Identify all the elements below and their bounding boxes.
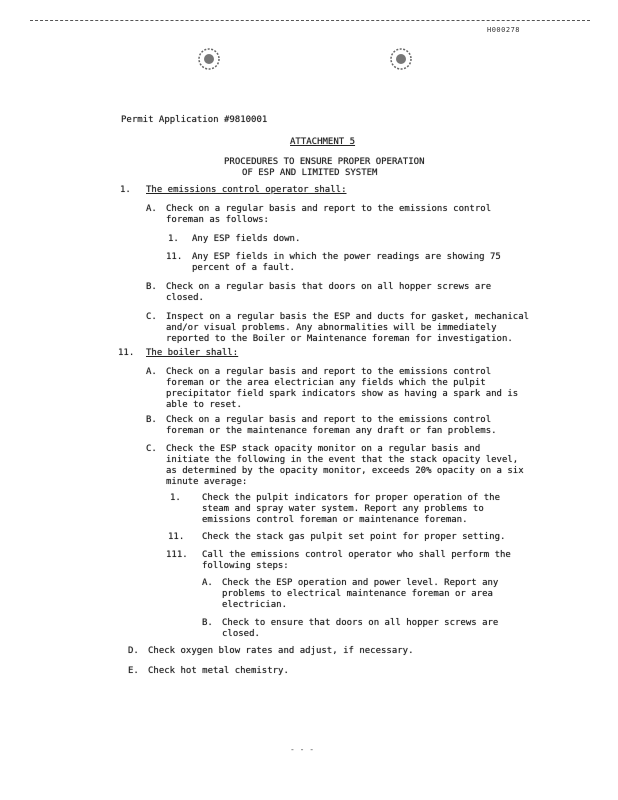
binder-hole-right-icon	[388, 46, 414, 72]
section-2-heading: The boiler shall:	[146, 348, 239, 358]
doc-title-line2: OF ESP AND LIMITED SYSTEM	[242, 168, 378, 178]
item-2c-ii-line1: Check the stack gas pulpit set point for proper setting.	[202, 532, 506, 542]
item-1b-line2: closed.	[166, 293, 204, 303]
item-2c-iii-a-line2: problems to electrical maintenance foreman or area	[222, 589, 493, 599]
item-2c-iii-number: 111.	[166, 550, 188, 560]
item-2c-line1: Check the ESP stack opacity monitor on a regular basis and	[166, 444, 481, 454]
item-2c-line2: initiate the following in the event that the stack opacity level,	[166, 455, 519, 465]
doc-title-line1: PROCEDURES TO ENSURE PROPER OPERATION	[224, 157, 425, 167]
item-2e-letter: E.	[128, 666, 139, 676]
item-1c-line2: and/or visual problems. Any abnormalities will be immediately	[166, 323, 497, 333]
item-2d-line1: Check oxygen blow rates and adjust, if necessary.	[148, 646, 414, 656]
item-2c-line4: minute average:	[166, 477, 248, 487]
document-id: H000278	[487, 26, 521, 34]
binder-hole-left-icon	[196, 46, 222, 72]
item-1a-ii-number: 11.	[166, 252, 183, 262]
section-1-heading: The emissions control operator shall:	[146, 185, 347, 195]
item-1a-i-number: 1.	[168, 234, 179, 244]
item-2c-iii-line1: Call the emissions control operator who shall perform the	[202, 550, 511, 560]
item-2c-i-line3: emissions control foreman or maintenance foreman.	[202, 515, 468, 525]
item-2a-letter: A.	[146, 367, 157, 377]
item-2c-iii-b-line2: closed.	[222, 629, 260, 639]
item-2c-ii-number: 11.	[168, 532, 185, 542]
item-2b-letter: B.	[146, 415, 157, 425]
top-rule	[30, 20, 590, 21]
item-2a-line2: foreman or the area electrician any fields which the pulpit	[166, 378, 486, 388]
item-1a-line2: foreman as follows:	[166, 215, 269, 225]
item-2c-line3: as determined by the opacity monitor, exceeds 20% opacity on a six	[166, 466, 524, 476]
permit-number: Permit Application #9810001	[121, 115, 268, 125]
item-1c-line1: Inspect on a regular basis the ESP and ducts for gasket, mechanical	[166, 312, 530, 322]
item-2c-iii-b-letter: B.	[202, 618, 213, 628]
item-2c-iii-a-line3: electrician.	[222, 600, 288, 610]
item-2c-i-line2: steam and spray water system. Report any problems to	[202, 504, 484, 514]
item-2c-i-number: 1.	[170, 493, 181, 503]
item-2b-line2: foreman or the maintenance foreman any draft or fan problems.	[166, 426, 497, 436]
item-2b-line1: Check on a regular basis and report to the emissions control	[166, 415, 492, 425]
item-2e-line1: Check hot metal chemistry.	[148, 666, 289, 676]
item-1c-line3: reported to the Boiler or Maintenance foreman for investigation.	[166, 334, 513, 344]
item-1b-line1: Check on a regular basis that doors on all hopper screws are	[166, 282, 492, 292]
item-2c-i-line1: Check the pulpit indicators for proper operation of the	[202, 493, 501, 503]
page-footer: - - -	[290, 745, 315, 754]
item-2c-iii-a-line1: Check the ESP operation and power level. Report any	[222, 578, 499, 588]
item-2a-line3: precipitator field spark indicators show as having a spark and is	[166, 389, 519, 399]
item-2a-line4: able to reset.	[166, 400, 242, 410]
section-1-number: 1.	[120, 185, 131, 195]
item-1a-i-text: Any ESP fields down.	[192, 234, 301, 244]
item-1b-letter: B.	[146, 282, 157, 292]
item-1a-ii-line2: percent of a fault.	[192, 263, 295, 273]
item-2c-iii-line2: following steps:	[202, 561, 289, 571]
section-2-number: 11.	[118, 348, 135, 358]
item-2d-letter: D.	[128, 646, 139, 656]
item-2c-letter: C.	[146, 444, 157, 454]
attachment-title: ATTACHMENT 5	[290, 137, 356, 147]
item-2c-iii-a-letter: A.	[202, 578, 213, 588]
item-1a-letter: A.	[146, 204, 157, 214]
item-1a-ii-line1: Any ESP fields in which the power readings are showing 75	[192, 252, 501, 262]
item-2c-iii-b-line1: Check to ensure that doors on all hopper screws are	[222, 618, 499, 628]
item-1a-line1: Check on a regular basis and report to the emissions control	[166, 204, 492, 214]
item-2a-line1: Check on a regular basis and report to the emissions control	[166, 367, 492, 377]
item-1c-letter: C.	[146, 312, 157, 322]
